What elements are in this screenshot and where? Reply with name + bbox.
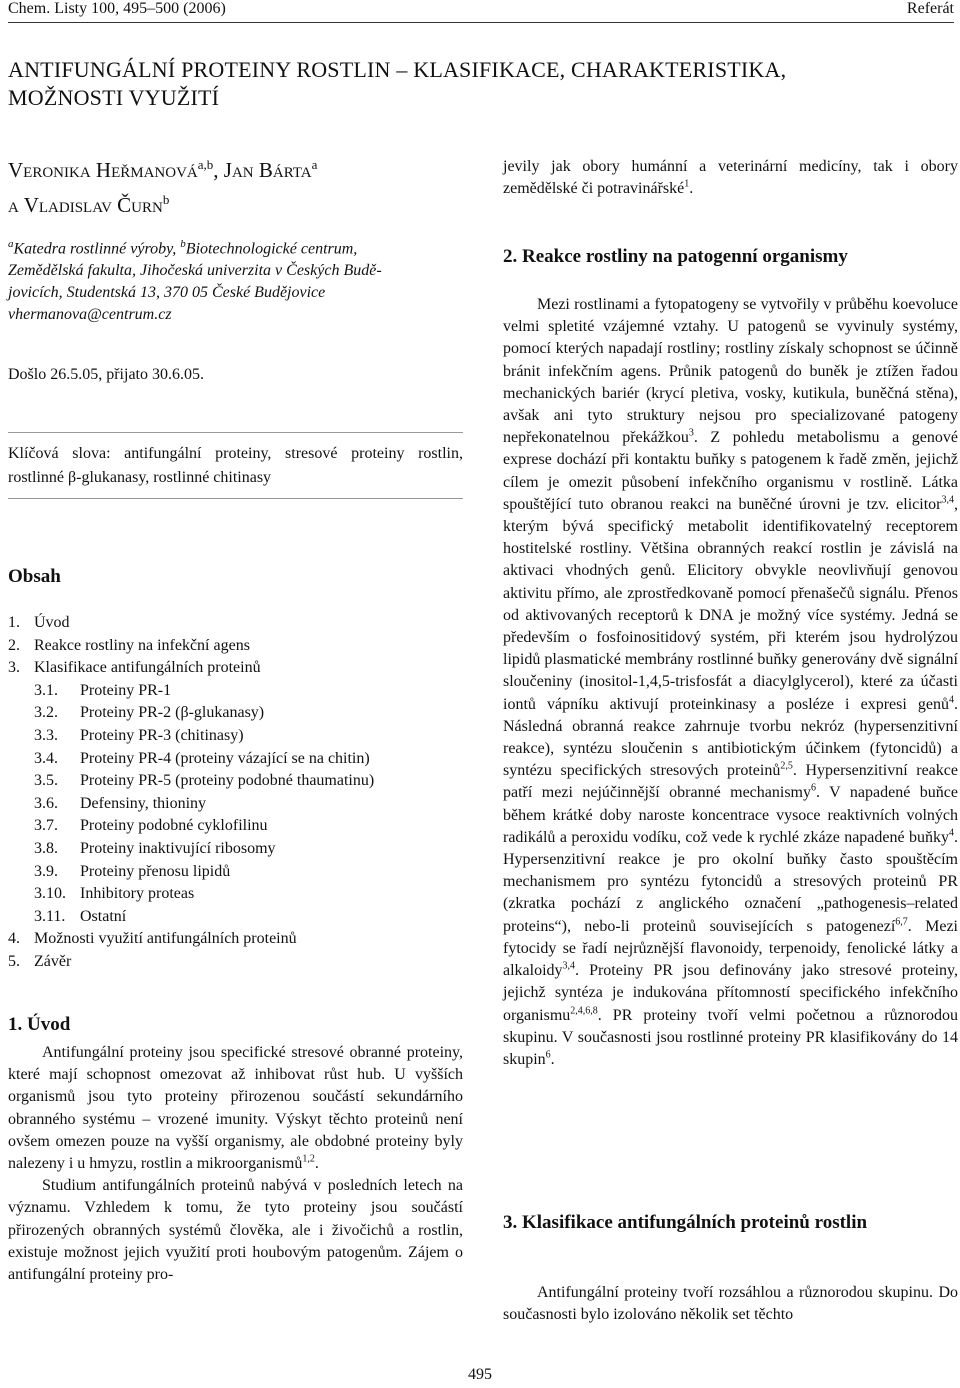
author-line-2	[8, 185, 478, 220]
toc-item-label: Závěr	[34, 952, 72, 970]
toc-item	[8, 815, 463, 838]
toc-item	[8, 838, 463, 861]
toc-item-label: Proteiny PR-1	[80, 681, 172, 699]
affiliation-line	[8, 233, 463, 260]
paragraph: Studium antifungálních proteinů nabývá v posledních letech na významu. Vzhledem k tomu, že tyto proteiny jsou součástí přirozených obranných systémů člověka, ale i živočichů a rostlin, existuje možnost jejich využití proti houbovým patogenům. Zájem o antifungální proteiny pro-	[8, 1177, 463, 1284]
toc-item-number: 3.1.	[34, 681, 58, 699]
paragraph: Mezi rostlinami a fytopatogeny se vytvořily v průběhu koevoluce velmi spletité vzájemné vztahy. U patogenů se vyvinuly systémy, pomocí kterých napadají rostliny; rostliny získaly schopnost se účinně bránit infekčním agens. Průnik patogenů do buněk je ztížen řadou mechanických bariér (krycí pletiva, vosky, kutikula, buněčná stěna), avšak ani tyto struktury nejsou pro specializované patogeny nepřekonatelnou překážkou$^3$. Z pohledu metabolismu a genové exprese dochází při kontaktu buňky s patogenem k řadě změn, jejichž cílem je omezit působení infekčního organismu v rostlině. Látka spouštějící tuto obranou reakci na buněčné úrovni je tzv. elicitor$^{3,4}$, kterým bývá specifický metabolit identifikovatelný receptorem hostitelské rostliny. Většina obranných reakcí rostlin je závislá na aktivaci vhodných genů. Elicitory obvykle neovlivňují genovou aktivitu přímo, ale zprostředkovaně pomocí přenašečů signálu. Přenos od aktivovaných receptorů k DNA je možný více systémy. Jedná se především o fosfoinositidový systém, při kterém jsou hydrolýzou lipidů plasmatické membrány rostlinné buňky generovány dvě signální sloučeniny (inositol-1,4,5-trisfosfát a diacylglycerol), které za účasti iontů vápníku aktivují proteinkinasy a posléze i expresi genů$^4$. Následná obranná reakce zahrnuje tvorbu nekróz (hypersenzitivní reakce), syntézu sloučenin s antibiotickým účinkem (fytoncidů) a syntézu specifických stresových proteinů$^{2,5}$. Hypersenzitivní reakce patří mezi nejúčinnější obranné mechanismy$^6$. V napadené buňce během krátké doby naroste koncentrace vysoce reaktivních volných radikálů a peroxidu vodíku, což vede k rychlé zkáze napadené buňky$^4$. Hypersenzitivní reakce je pro okolní buňky často spouštěcím mechanismem pro syntézu fytoncidů a stresových proteinů PR (zkratka pochází z anglického označení „pathogenesis–related proteins“), nebo-li proteinů souvisejících s patogenezí$^{6,7}$. Mezi fytocidy se řadí nejrůznější flavonoidy, terpenoidy, fenolické látky a alkaloidy$^{3,4}$. Proteiny PR jsou definovány jako stresové proteiny, jejichž syntéza je indukována přítomností specifického infekčního organismu$^{2,4,6,8}$. PR proteiny tvoří velmi početnou a různorodou skupinu. V současnosti jsou rostlinné proteiny PR klasifikovány do 14 skupin$^6$.	[503, 296, 959, 1068]
toc-item-label: Proteiny přenosu lipidů	[80, 862, 231, 880]
toc-item	[8, 861, 463, 884]
toc-item-number: 3.11.	[34, 907, 66, 925]
citation-ref: 1,2	[302, 1153, 315, 1165]
toc-item-number: 2.	[8, 636, 20, 654]
toc-item	[8, 702, 463, 725]
received-dates: Došlo 26.5.05, přijato 30.6.05.	[8, 366, 204, 383]
toc-item-label: Proteiny PR-4 (proteiny vázající se na chitin)	[80, 749, 370, 767]
author-list	[8, 150, 478, 220]
author-affil-mark: a	[311, 157, 318, 172]
toc-item	[8, 951, 463, 974]
article-title-line-2: MOŽNOSTI VYUŽITÍ	[8, 85, 220, 110]
toc-item-number: 5.	[8, 952, 20, 970]
toc-item	[8, 725, 463, 748]
toc-item-number: 3.8.	[34, 839, 58, 857]
toc-item-label: Proteiny podobné cyklofilinu	[80, 817, 268, 835]
keywords-rule-bottom	[8, 498, 463, 499]
author-separator: a	[8, 193, 24, 217]
author-name: Vladislav Čurn	[23, 193, 163, 217]
toc-item	[8, 883, 463, 906]
toc-item-number: 3.	[8, 659, 20, 677]
toc-item-number: 3.10.	[34, 885, 66, 903]
author-name: Veronika Heřmanová	[8, 158, 198, 182]
toc-item-number: 3.5.	[34, 772, 58, 790]
toc-item-number: 3.4.	[34, 749, 58, 767]
page-number: 495	[468, 1366, 492, 1383]
toc-item-label: Proteiny inaktivující ribosomy	[80, 839, 276, 857]
toc-item	[8, 793, 463, 816]
section-heading-3: 3. Klasifikace antifungálních proteinů rostlin	[503, 1212, 868, 1233]
paragraph: Antifungální proteiny jsou specifické stresové obranné proteiny, které mají schopnost omezovat až inhibovat růst hub. U vyšších organismů jsou tyto proteiny přirozenou součástí sekundárního obranného systému – vrozené imunity. Výskyt těchto proteinů není ovšem omezen pouze na vyšší organismy, ale obdobné proteiny byly nalezeny i u hmyzu, rostlin a mikroorganismů$^{1,2}$.	[8, 1044, 463, 1173]
section-heading-2: 2. Reakce rostliny na patogenní organismy	[503, 246, 848, 267]
column-2-continuation	[503, 156, 958, 200]
citation-ref: 3,4	[562, 960, 576, 972]
paragraph: Antifungální proteiny tvoří rozsáhlou a různorodou skupinu. Do současnosti bylo izolováno několik set těchto	[503, 1284, 958, 1324]
citation-ref: 6	[811, 783, 816, 795]
affiliation-line: Zemědělská fakulta, Jihočeská univerzita v Českých Budě-	[8, 262, 382, 280]
toc-item-label: Proteiny PR-2 (β-glukanasy)	[80, 704, 265, 722]
toc-item-label: Reakce rostliny na infekční agens	[34, 636, 250, 654]
affiliation	[8, 233, 463, 326]
keywords: Klíčová slova: antifungální proteiny, stresové proteiny rostlin, rostlinné β-glukanasy, rostlinné chitinasy	[8, 445, 463, 486]
citation-ref: 2,5	[780, 760, 793, 772]
toc-heading: Obsah	[8, 566, 61, 587]
affil-text: Biotechnologické centrum,	[185, 240, 358, 258]
toc-item-label: Ostatní	[80, 907, 127, 925]
section-3-body	[503, 1282, 958, 1326]
toc-item	[8, 906, 463, 929]
toc-item	[8, 770, 463, 793]
article-title	[8, 56, 948, 112]
toc-item-label: Proteiny PR-5 (proteiny podobné thaumatinu)	[80, 772, 375, 790]
toc-item	[8, 657, 463, 680]
affil-mark: b	[180, 238, 186, 250]
section-1-body	[8, 1042, 463, 1286]
affil-mark: a	[8, 238, 14, 250]
toc-item	[8, 680, 463, 703]
running-head-type: Referát	[906, 0, 954, 17]
citation-ref: 3	[688, 427, 694, 439]
paragraph: jevily jak obory humánní a veterinární medicíny, tak i obory zemědělské či potravinářské$^1$.	[503, 158, 958, 198]
affil-text: Katedra rostlinné výroby,	[13, 240, 181, 258]
toc-item-number: 1.	[8, 614, 20, 631]
toc-item-number: 3.9.	[34, 862, 58, 880]
section-2-body	[503, 294, 958, 1071]
author-affil-mark: a,b	[197, 157, 214, 172]
citation-ref: 1	[684, 178, 690, 190]
citation-ref: 6	[545, 1049, 551, 1061]
author-name: Jan Bárta	[223, 158, 312, 182]
author-email[interactable]: vhermanova@centrum.cz	[8, 306, 172, 324]
author-affil-mark: b	[162, 192, 170, 207]
toc-item-number: 3.2.	[34, 704, 58, 722]
toc-item-label: Inhibitory proteas	[80, 885, 195, 903]
toc-item	[8, 635, 463, 658]
toc-item-label: Klasifikace antifungálních proteinů	[34, 659, 261, 677]
toc-item-number: 3.6.	[34, 794, 58, 812]
citation-ref: 3,4	[941, 494, 954, 506]
toc-item	[8, 748, 463, 771]
toc-item-label: Proteiny PR-3 (chitinasy)	[80, 726, 244, 744]
citation-ref: 4	[949, 694, 954, 706]
article-title-line-1: ANTIFUNGÁLNÍ PROTEINY ROSTLIN – KLASIFIKACE, CHARAKTERISTIKA,	[8, 57, 787, 82]
section-heading-1: 1. Úvod	[8, 1014, 71, 1035]
citation-ref: 6,7	[895, 916, 908, 928]
toc-item-number: 3.7.	[34, 817, 58, 835]
toc-item-label: Defensiny, thioniny	[80, 794, 207, 812]
toc-item-number: 4.	[8, 930, 20, 948]
toc-item	[8, 612, 463, 635]
keywords-rule-top	[8, 432, 463, 433]
table-of-contents	[8, 612, 463, 974]
author-separator: ,	[213, 158, 224, 182]
running-head-journal: Chem. Listy 100, 495–500 (2006)	[8, 0, 226, 17]
toc-item-label: Úvod	[34, 614, 70, 631]
toc-item	[8, 928, 463, 951]
header-rule	[8, 22, 954, 23]
affiliation-line: jovicích, Studentská 13, 370 05 České Budějovice	[8, 284, 326, 302]
toc-item-number: 3.3.	[34, 726, 58, 744]
citation-ref: 2,4,6,8	[570, 1005, 598, 1017]
author-line-1	[8, 150, 478, 185]
citation-ref: 4	[949, 827, 954, 839]
toc-item-label: Možnosti využití antifungálních proteinů	[34, 930, 297, 948]
